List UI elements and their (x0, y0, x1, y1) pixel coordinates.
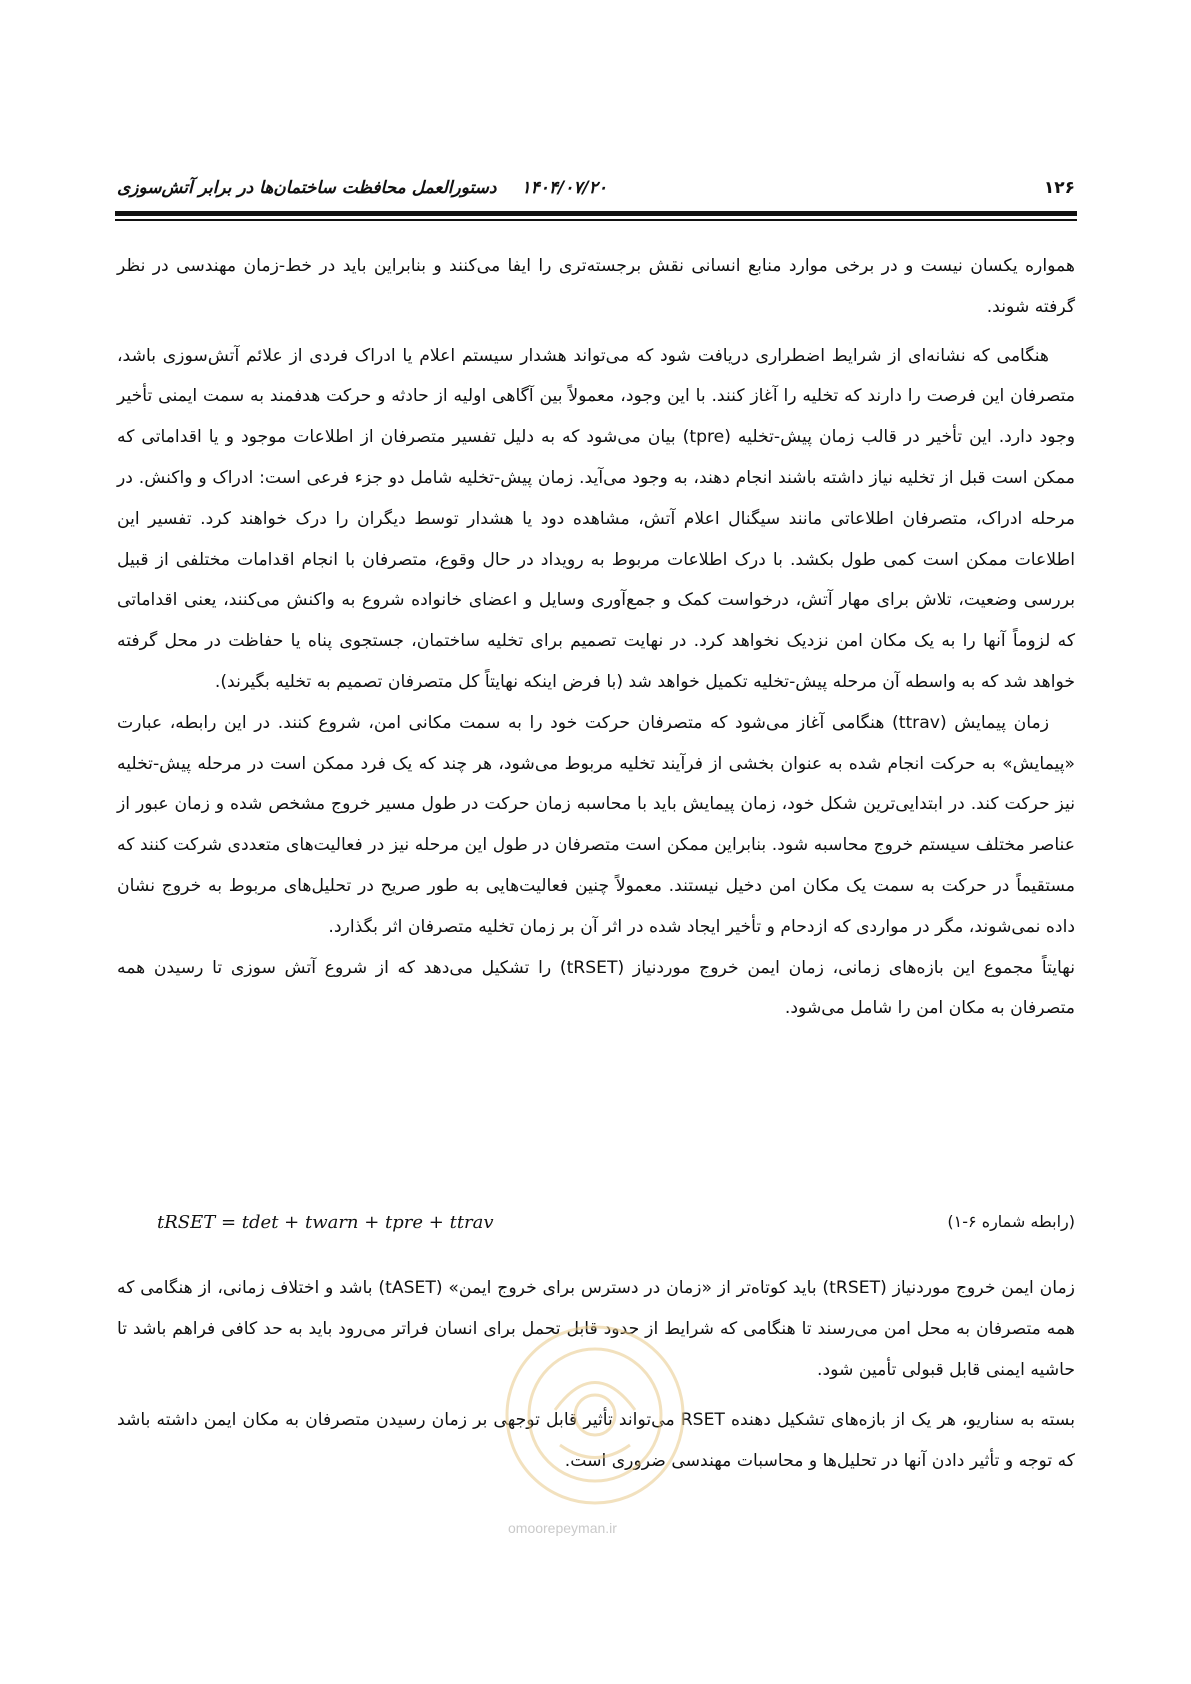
body-text (117, 246, 1075, 1029)
equation-expression: tRSET = tdet + twarn + tpre + ttrav (157, 1212, 494, 1233)
running-header (117, 172, 1075, 202)
page-number: ۱۲۶ (1043, 178, 1075, 198)
watermark-url: omoorepeyman.ir (508, 1520, 617, 1536)
equation-label: (رابطه شماره ۶-۱) (947, 1212, 1075, 1231)
paragraph-continuation: همواره یکسان نیست و در برخی موارد منابع انسانی نقش برجسته‌تری را ایفا می‌کنند و بنابراین باید در خط-زمان مهندسی در نظر گرفته شوند. (117, 256, 1075, 317)
paragraph-pre-evacuation: هنگامی که نشانه‌ای از شرایط اضطراری دریافت شود که می‌تواند هشدار سیستم اعلام یا ادراک فردی از علائم آتش‌سوزی باشد، متصرفان این فرصت را دارند که تخلیه را آغاز کنند. با این وجود، معمولاً بین آگاهی اولیه از حادثه و حرکت هدفمند به سمت ایمنی تأخیر وجود دارد. این تأخیر در قالب زمان پیش-تخلیه (tpre) بیان می‌شود که به دلیل تفسیر متصرفان از اطلاعات موجود و یا اقداماتی که ممکن است قبل از تخلیه نیاز داشته باشند انجام دهند، به وجود می‌آید. زمان پیش-تخلیه شامل دو جزء فرعی است: ادراک و واکنش. در مرحله ادراک، متصرفان اطلاعاتی مانند سیگنال اعلام آتش، مشاهده دود یا هشدار توسط دیگران را درک خواهند کرد. تفسیر این اطلاعات ممکن است کمی طول بکشد. با درک اطلاعات مربوط به رویداد در حال وقوع، متصرفان با انجام اقدامات مختلفی از قبیل بررسی وضعیت، تلاش برای مهار آتش، درخواست کمک و جمع‌آوری وسایل و اعضای خانواده شروع به واکنش می‌کنند، یعنی اقداماتی که لزوماً آنها را به یک مکان امن نزدیک نخواهد کرد. در نهایت تصمیم برای تخلیه ساختمان، جستجوی پناه یا حفاظت در محل گرفته خواهد شد که به واسطه آن مرحله پیش-تخلیه تکمیل خواهد شد (با فرض اینکه نهایتاً کل متصرفان تصمیم به تخلیه بگیرند). (117, 345, 1076, 692)
header-rule-thin (115, 219, 1077, 221)
watermark-seal-icon (500, 1315, 690, 1515)
header-date: ۱۴۰۴/۰۷/۲۰ (521, 178, 607, 198)
paragraph-rset-aset: زمان ایمن خروج موردنیاز (tRSET) باید کوتاه‌تر از «زمان در دسترس برای خروج ایمن» (tASET) باشد و اختلاف زمانی، از هنگامی که همه متصرفان به محل امن می‌رسند تا هنگامی که شرایط از حدود قابل تحمل برای انسان فراتر می‌رود باید به حد کافی فراهم باشد تا حاشیه ایمنی قابل قبولی تأمین شود. (117, 1278, 1075, 1380)
paragraph-rset-sum: نهایتاً مجموع این بازه‌های زمانی، زمان ایمن خروج موردنیاز (tRSET) را تشکیل می‌دهد که از شروع آتش سوزی تا رسیدن همه متصرفان به مکان امن را شامل می‌شود. (117, 957, 1075, 1019)
header-rule-thick (115, 211, 1077, 216)
equation-block (117, 1212, 1075, 1246)
paragraph-travel-time: زمان پیمایش (ttrav) هنگامی آغاز می‌شود که متصرفان حرکت خود را به سمت مکانی امن، شروع کنند. در این رابطه، عبارت «پیمایش» به حرکت انجام شده به عنوان بخشی از فرآیند تخلیه مربوط می‌شود، هر چند که یک فرد ممکن است در مرحله پیش-تخلیه نیز حرکت کند. در ابتدایی‌ترین شکل خود، زمان پیمایش باید با محاسبه زمان حرکت در طول مسیر خروج مشخص شده و زمان عبور از عناصر مختلف سیستم خروج محاسبه شود. بنابراین ممکن است متصرفان در طول این مرحله نیز در فعالیت‌های متعددی شرکت کنند که مستقیماً در حرکت به سمت یک مکان امن دخیل نیستند. معمولاً چنین فعالیت‌هایی به طور صریح در تحلیل‌های مربوط به خروج نشان داده نمی‌شوند، مگر در مواردی که ازدحام و تأخیر ایجاد شده در اثر آن بر زمان تخلیه متصرفان اثر بگذارد. (117, 712, 1075, 937)
header-title: دستورالعمل محافظت ساختمان‌ها در برابر آتش‌سوزی (117, 178, 497, 198)
paragraph-scenario: بسته به سناریو، هر یک از بازه‌های تشکیل دهنده RSET می‌تواند تأثیر قابل توجهی بر زمان رسیدن متصرفان به مکان ایمن داشته باشد که توجه و تأثیر دادن آنها در تحلیل‌ها و محاسبات مهندسی ضروری است. (117, 1410, 1075, 1471)
